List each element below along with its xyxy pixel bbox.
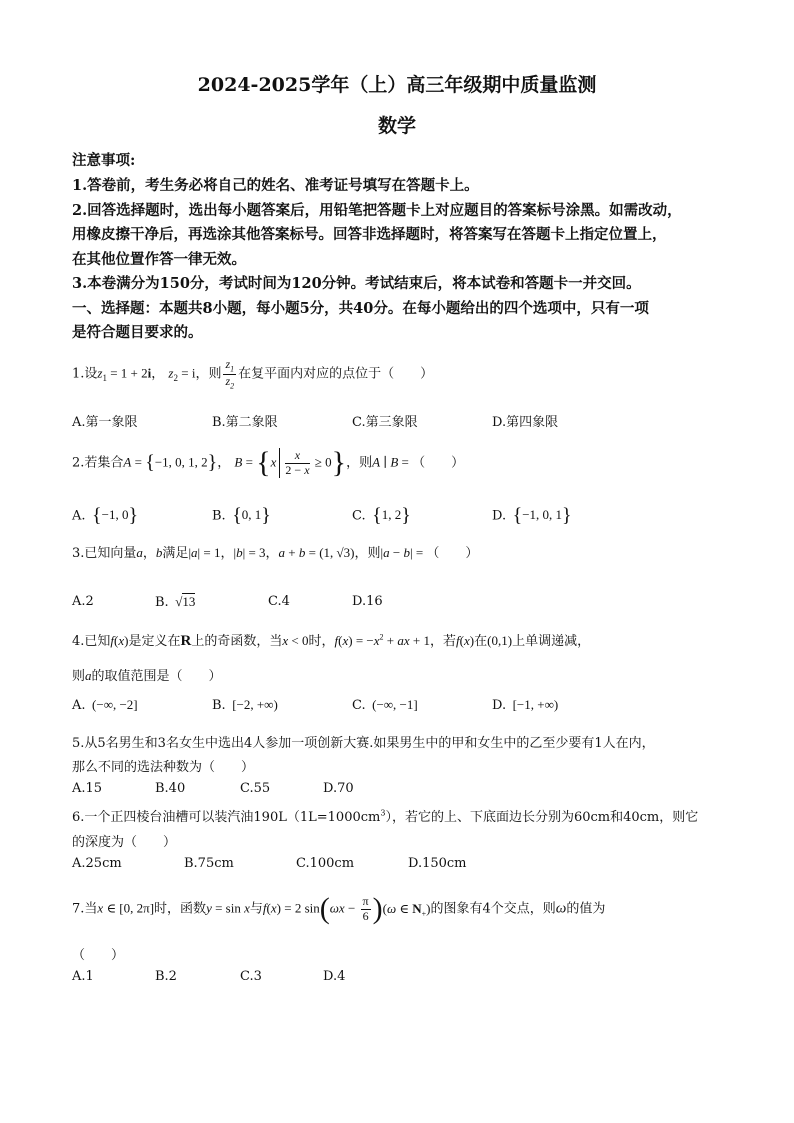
q7-option-b: B.2 (155, 969, 177, 984)
subject-title: 数学 (377, 115, 416, 137)
q7-option-d: D.4 (323, 969, 346, 984)
q2-option-c: C. {1, 2} (352, 505, 411, 527)
q4-option-b: B. [−2, +∞) (212, 697, 278, 713)
question-4-line-2: 则a的取值范围是（ ） (72, 668, 222, 684)
q3-option-a: A.2 (72, 594, 94, 609)
q2-option-b: B. {0, 1} (212, 505, 271, 527)
question-1-stem: 1.设$z_1 = 1 + 2i$， $z_2 = i$，则 $\frac{z_1}{z_2}$ 在复平面内对应的点位于（ ） (72, 357, 434, 390)
q4-option-d: D. [−1, +∞) (492, 697, 559, 713)
q4-option-a: A. (−∞, −2] (72, 697, 138, 713)
q1-option-d: D.第四象限 (492, 415, 559, 430)
q6-option-d: D.150cm (408, 856, 467, 871)
question-6-line-1: 6.一个正四棱台油槽可以装汽油$190L(1L=1000cm^3)$，若它的上、下底面边长分别为60cm和40cm，则它 (72, 808, 699, 825)
question-6-line-2: 的深度为（ ） (72, 835, 177, 850)
q2-option-d: D. {−1, 0, 1} (492, 505, 572, 527)
q3-option-d: D.16 (352, 594, 383, 609)
note-3: 3.本卷满分为150分，考试时间为120分钟。考试结束后，将本试卷和答题卡一并交回。 (72, 275, 641, 292)
q6-option-a: A.25cm (72, 856, 122, 871)
question-7-stem: 7.当x ∈ [0, 2π]时，函数y = sin x与f(x) = 2 sin(ωx − $\frac{\pi}{6}$ )(ω ∈ $N_+$)的图象有4个交点，则ω的值为 (72, 892, 606, 925)
q5-option-c: C.55 (240, 781, 271, 796)
note-1: 1.答卷前，考生务必将自己的姓名、准考证号填写在答题卡上。 (72, 177, 479, 194)
fraction-z1-z2: $\frac{z_1}{z_2}$ (225, 357, 235, 390)
question-5-line-2: 那么不同的选法种数为（ ） (72, 760, 255, 775)
note-2-line-1: 2.回答选择题时，选出每小题答案后，用铅笔把答题卡上对应题目的答案标号涂黑。如需改动， (72, 202, 682, 219)
question-5-line-1: 5.从5名男生和3名女生中选出4人参加一项创新大赛.如果男生中的甲和女生中的乙至少要有1人在内， (72, 736, 655, 751)
note-2-line-2: 用橡皮擦干净后，再选涂其他答案标号。回答非选择题时，将答案写在答题卡上指定位置上， (72, 226, 667, 243)
q7-option-a: A.1 (72, 969, 94, 984)
section-1-line-1: 一、选择题：本题共8小题，每小题5分，共40分。在每小题给出的四个选项中，只有一项 (72, 300, 649, 317)
q1-option-a: A.第一象限 (72, 415, 138, 430)
q7-option-c: C.3 (240, 969, 262, 984)
q6-option-b: B.75cm (184, 856, 234, 871)
section-1-line-2: 是符合题目要求的。 (72, 324, 203, 341)
q4-option-c: C. (−∞, −1] (352, 697, 418, 713)
question-2-stem: 2.若集合A = {−1, 0, 1, 2}， B = {x $\frac{x}{2 - x}$ ≥ 0}，则A ∣ B = （ ） (72, 446, 465, 479)
q3-option-c: C.4 (268, 594, 290, 609)
exam-title: 2024-2025学年（上）高三年级期中质量监测 (197, 74, 597, 96)
q5-option-a: A.15 (72, 781, 103, 796)
note-2-line-3: 在其他位置作答一律无效。 (72, 251, 246, 268)
q1-option-c: C.第三象限 (352, 415, 418, 430)
q5-option-b: B.40 (155, 781, 186, 796)
question-4-stem: 4.已知f(x)是定义在R上的奇函数，当x < 0时，$f(x) = -x^2$ + ax + 1，若f(x)在(0,1)上单调递减， (72, 632, 591, 649)
q6-option-c: C.100cm (296, 856, 355, 871)
q5-option-d: D.70 (323, 781, 354, 796)
question-7-line-2: （ ） (72, 948, 125, 963)
q3-option-b: B. √13 (155, 594, 196, 610)
q1-option-b: B.第二象限 (212, 415, 278, 430)
notes-heading: 注意事项: (72, 152, 136, 169)
question-3-stem: 3.已知向量a，b满足|a| = 1，|b| = 3，a + b = (1, √3)，则|a − b| = （ ） (72, 545, 479, 561)
q2-option-a: A. {−1, 0} (72, 505, 139, 527)
